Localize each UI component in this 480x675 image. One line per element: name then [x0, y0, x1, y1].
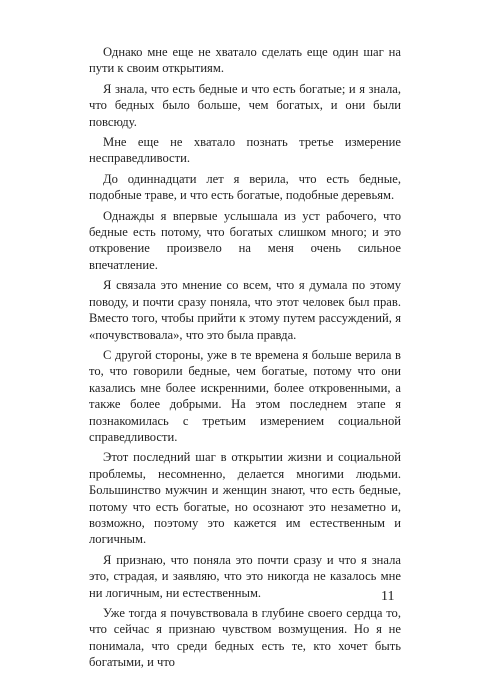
paragraph: Я знала, что есть бедные и что есть богатые; и я знала, что бедных было больше, чем богатых, и они были повсюду. — [89, 81, 401, 129]
paragraph: До одиннадцати лет я верила, что есть бедные, подобные траве, и что есть богатые, подобные деревьям. — [89, 171, 401, 203]
paragraph: Мне еще не хватало познать третье измерение несправедливости. — [89, 135, 401, 166]
paragraph: С другой стороны, уже в те времена я больше верила в то, что говорили бедные, чем богатые, потому что они казались мне более искренними, более откровенными, а также более добрыми. На этом последнем этапе я познакомилась с третьим измерением социальной справедливости. — [89, 347, 401, 444]
paragraph: Этот последний шаг в открытии жизни и социальной проблемы, несомненно, делается многими людьми. Большинство мужчин и женщин знают, что есть бедные, потому что есть богатые, но осознают это незаметно и, возможно, поэтому это кажется им естественным и логичным. — [89, 450, 401, 547]
paragraph: Я признаю, что поняла это почти сразу и что я знала это, страдая, и заявляю, что это никогда не казалось мне ни логичным, ни естественным. — [89, 552, 401, 600]
paragraph: Я связала это мнение со всем, что я думала по этому поводу, и почти сразу поняла, что этот человек был прав. Вместо того, чтобы прийти к этому путем рассуждений, я «почувствовала», что это была правда. — [89, 278, 401, 342]
paragraph: Уже тогда я почувствовала в глубине своего сердца то, что сейчас я признаю чувством возмущения. Но я не понимала, что среди бедных есть те, кто хочет быть богатыми, и что — [89, 606, 401, 670]
paragraph: Однажды я впервые услышала из уст рабочего, что бедные есть потому, что богатых слишком много; и это откровение произвело на меня очень сильное впечатление. — [89, 208, 401, 272]
page-number: 11 — [381, 589, 395, 604]
paragraph: Однако мне еще не хватало сделать еще один шаг на пути к своим открытиям. — [89, 45, 401, 76]
body-text — [89, 44, 401, 675]
